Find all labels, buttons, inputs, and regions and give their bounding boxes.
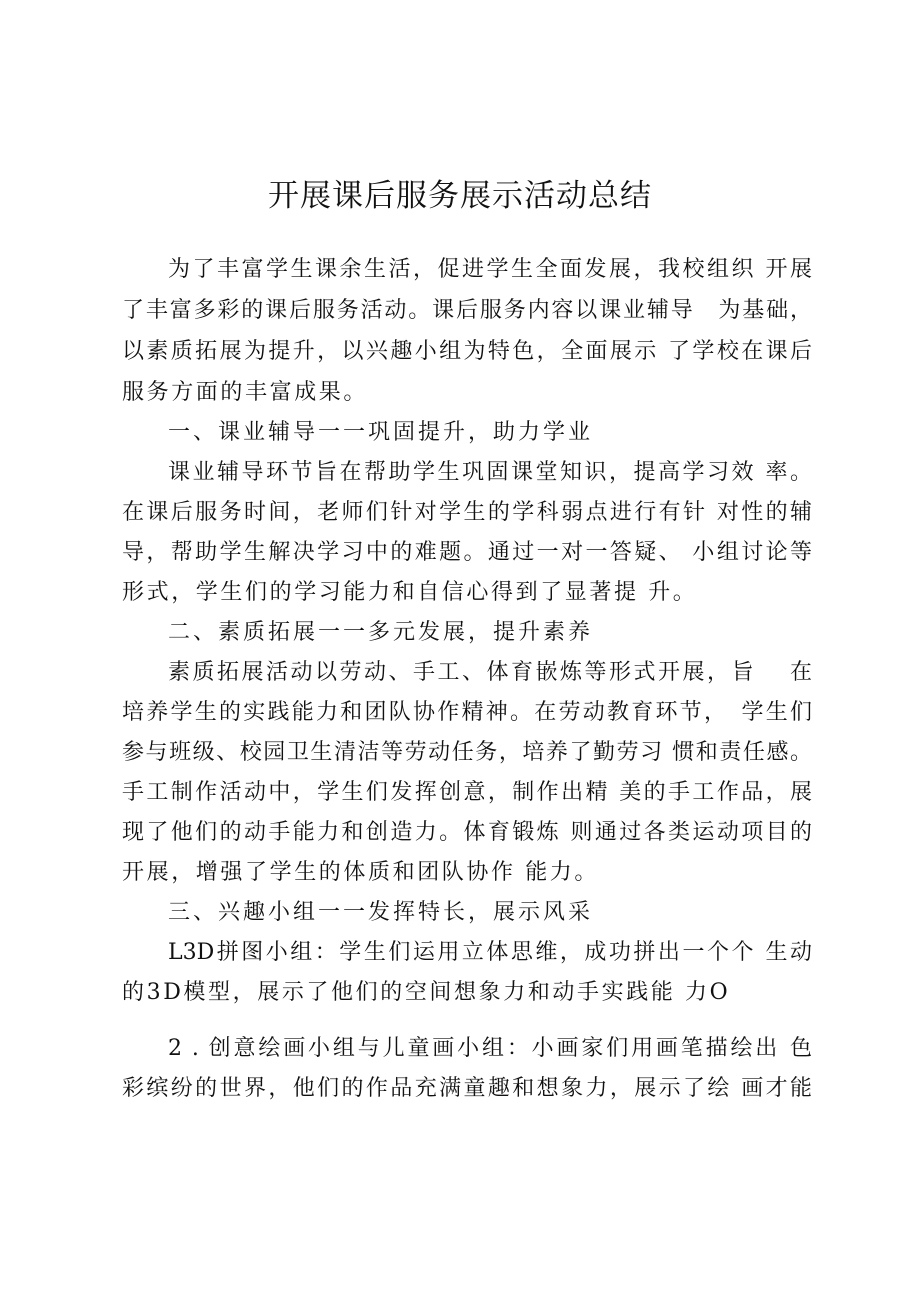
section1-line-4: 形式，学生们的学习能力和自信心得到了显著提 升。 xyxy=(122,580,698,605)
section2-line-1: 素质拓展活动以劳动、手工、体育嵌炼等形式开展，旨 在 xyxy=(168,660,812,685)
section2-line-3: 参与班级、校园卫生清洁等劳动任务，培养了勤劳习 惯和责任感。 xyxy=(122,740,812,765)
intro-line-1: 为了丰富学生课余生活，促进学生全面发展，我校组织 开展 xyxy=(168,257,812,282)
section3-item2-line-1: 2 . 创意绘画小组与儿童画小组：小画家们用画笔描绘出 色 xyxy=(168,1036,812,1061)
document-title: 开展课后服务展示活动总结 xyxy=(268,178,652,214)
section1-line-2: 在课后服务时间，老师们针对学生的学科弱点进行有针 对性的辅 xyxy=(122,500,812,525)
section3-item2-line-2: 彩缤纷的世界，他们的作品充满童趣和想象力，展示了绘 画才能 xyxy=(122,1076,812,1101)
intro-line-4: 服务方面的丰富成果。 xyxy=(122,380,369,405)
section1-line-3: 导，帮助学生解决学习中的难题。通过一对一答疑、 小组讨论等 xyxy=(122,540,812,565)
section2-heading: 二、素质拓展一一多元发展，提升素养 xyxy=(168,620,594,645)
section2-line-5: 现了他们的动手能力和创造力。体育锻炼 则通过各类运动项目的 xyxy=(122,820,812,845)
intro-line-3: 以素质拓展为提升，以兴趣小组为特色，全面展示 了学校在课后 xyxy=(122,339,812,364)
section1-heading: 一、课业辅导一一巩固提升，助力学业 xyxy=(168,420,594,445)
section1-line-1: 课业辅导环节旨在帮助学生巩固课堂知识，提高学习效 率。 xyxy=(168,460,812,485)
section3-heading: 三、兴趣小组一一发挥特长，展示风采 xyxy=(168,900,594,925)
section3-item1-line-1: L3D拼图小组：学生们运用立体思维，成功拼出一个个 生动 xyxy=(168,940,812,965)
intro-line-2: 了丰富多彩的课后服务活动。课后服务内容以课业辅导 为基础， xyxy=(122,298,812,323)
section3-item1-line-2: 的3D模型，展示了他们的空间想象力和动手实践能 力O xyxy=(122,980,731,1005)
section2-line-2: 培养学生的实践能力和团队协作精神。在劳动教育环节， 学生们 xyxy=(122,700,812,725)
section2-line-6: 开展，增强了学生的体质和团队协作 能力。 xyxy=(122,860,599,885)
section2-line-4: 手工制作活动中，学生们发挥创意，制作出精 美的手工作品，展 xyxy=(122,780,812,805)
